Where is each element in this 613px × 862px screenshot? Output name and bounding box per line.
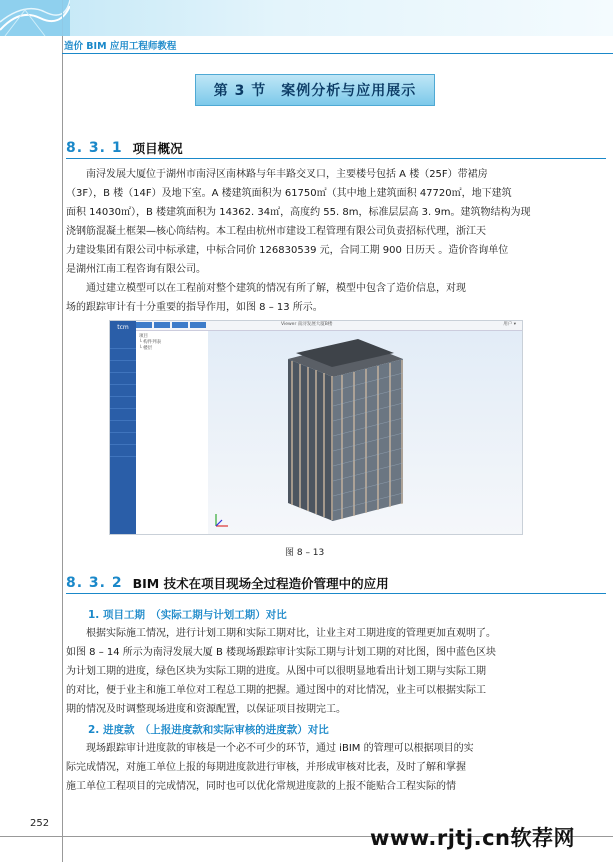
subheading-progress-payment-comparison: 2. 进度款 （上报进度款和实际审核的进度款）对比: [88, 724, 329, 736]
header-band: [0, 0, 613, 36]
heading-text: BIM 技术在项目现场全过程造价管理中的应用: [132, 576, 389, 591]
sidebar-item[interactable]: [110, 337, 136, 349]
model-tree: [136, 331, 208, 355]
building-model-graphic: [208, 331, 522, 534]
heading-8-3-1: [66, 139, 183, 157]
subheading-schedule-comparison: 1. 项目工期 （实际工期与计划工期）对比: [88, 609, 287, 621]
paragraph-line: 根据实际施工情况，进行计划工期和实际工期对比，让业主对工期进度的管理更加直观明了。: [86, 628, 496, 639]
watermark: www.rjtj.cn软荐网: [370, 826, 576, 850]
paragraph-line: 为计划工期的进度，绿色区块为实际工期的进度。从图中可以很明显地看出计划工期与实际工期: [66, 666, 486, 677]
sidebar-item[interactable]: [110, 349, 136, 361]
sidebar-item[interactable]: [110, 421, 136, 433]
viewer-sidebar: [110, 321, 136, 534]
section-title: 第 3 节 案例分析与应用展示: [195, 74, 435, 106]
sidebar-item[interactable]: [110, 445, 136, 457]
tree-item[interactable]: └ 楼层: [139, 346, 153, 351]
sidebar-item[interactable]: [110, 433, 136, 445]
paragraph-line: 浇钢筋混凝土框架—核心筒结构。本工程由杭州市建设工程管理有限公司负责招标代理，浙江天: [66, 226, 486, 237]
heading-rule: [66, 593, 606, 594]
toolbar-button[interactable]: [154, 322, 170, 328]
schedule-comparison-text: [66, 624, 602, 719]
user-menu[interactable]: 用户 ▾: [503, 322, 516, 327]
running-header: 造价 BIM 应用工程师教程: [64, 41, 177, 52]
sidebar-item[interactable]: [110, 373, 136, 385]
paragraph-line: 面积 14030㎡），B 楼建筑面积为 14362. 34㎡，高度约 55. 8m，标准层层高 3. 9m。建筑物结构为现: [66, 207, 531, 218]
heading-number: 8. 3. 1: [66, 140, 123, 156]
app-logo: tcm: [117, 324, 129, 331]
heading-number: 8. 3. 2: [66, 575, 123, 591]
sidebar-item[interactable]: [110, 409, 136, 421]
progress-payment-text: [66, 739, 602, 796]
heading-rule: [66, 158, 606, 159]
left-margin-box: [0, 36, 63, 862]
heading-text: 项目概况: [132, 141, 183, 156]
header-rule: [62, 53, 613, 54]
model-tree-panel: [136, 331, 209, 534]
sidebar-item[interactable]: [110, 361, 136, 373]
figure-caption: 图 8 – 13: [285, 548, 325, 558]
viewer-window-title: Viewer 南浔发展大厦B楼: [281, 322, 333, 327]
paragraph-line: 施工单位工程项目的完成情况，同时也可以优化常规进度款的上报不能贴合工程实际的情: [66, 781, 456, 792]
viewer-topbar: [136, 321, 522, 331]
paragraph-line: 如图 8 – 14 所示为南浔发展大厦 B 楼现场跟踪审计实际工期与计划工期的对比图，图中蓝色区块: [66, 647, 497, 658]
toolbar-button[interactable]: [136, 322, 152, 328]
paragraph-line: 通过建立模型可以在工程前对整个建筑的情况有所了解，模型中包含了造价信息，对现: [86, 283, 466, 294]
paragraph-line: 力建设集团有限公司中标承建，中标合同价 126830539 元，合同工期 900 日历天 。造价咨询单位: [66, 245, 509, 256]
sidebar-menu: [110, 337, 136, 457]
tree-item[interactable]: └ 构件列表: [139, 340, 162, 345]
paragraph-line: 现场跟踪审计进度款的审核是一个必不可少的环节，通过 iBIM 的管理可以根据项目的实: [86, 743, 474, 754]
paragraph-line: （3F），B 楼（14F）及地下室。A 楼建筑面积为 61750㎡（其中地上建筑面积 47720㎡，地下建筑: [66, 188, 512, 199]
paragraph-line: 期的情况及时调整现场进度和资源配置，以保证项目按期完工。: [66, 704, 346, 715]
paragraph-line: 的对比，便于业主和施工单位对工程总工期的把握。通过图中的对比情况，业主可以根据实际工: [66, 685, 486, 696]
sidebar-item[interactable]: [110, 397, 136, 409]
paragraph-line: 场的跟踪审计有十分重要的指导作用，如图 8 – 13 所示。: [66, 302, 323, 313]
paragraph-line: 南浔发展大厦位于湖州市南浔区南林路与年丰路交叉口，主要楼号包括 A 楼（25F）带裙房: [86, 169, 488, 180]
project-overview-text: [66, 165, 602, 317]
sidebar-item[interactable]: [110, 385, 136, 397]
figure-bim-viewer-screenshot: [109, 320, 523, 535]
toolbar-button[interactable]: [172, 322, 188, 328]
3d-viewport[interactable]: [208, 331, 522, 534]
tree-item[interactable]: 项目: [139, 334, 148, 339]
paragraph-line: 是湖州江南工程咨询有限公司。: [66, 264, 206, 275]
axis-gizmo-icon: [216, 514, 228, 526]
toolbar-button[interactable]: [190, 322, 206, 328]
header-decoration-graphic: [0, 0, 70, 36]
viewer-toolbar: [136, 322, 206, 328]
page-number: 252: [30, 818, 50, 829]
paragraph-line: 际完成情况，对施工单位上报的每期进度款进行审核，并形成审核对比表，及时了解和掌握: [66, 762, 466, 773]
heading-8-3-2: [66, 574, 389, 592]
